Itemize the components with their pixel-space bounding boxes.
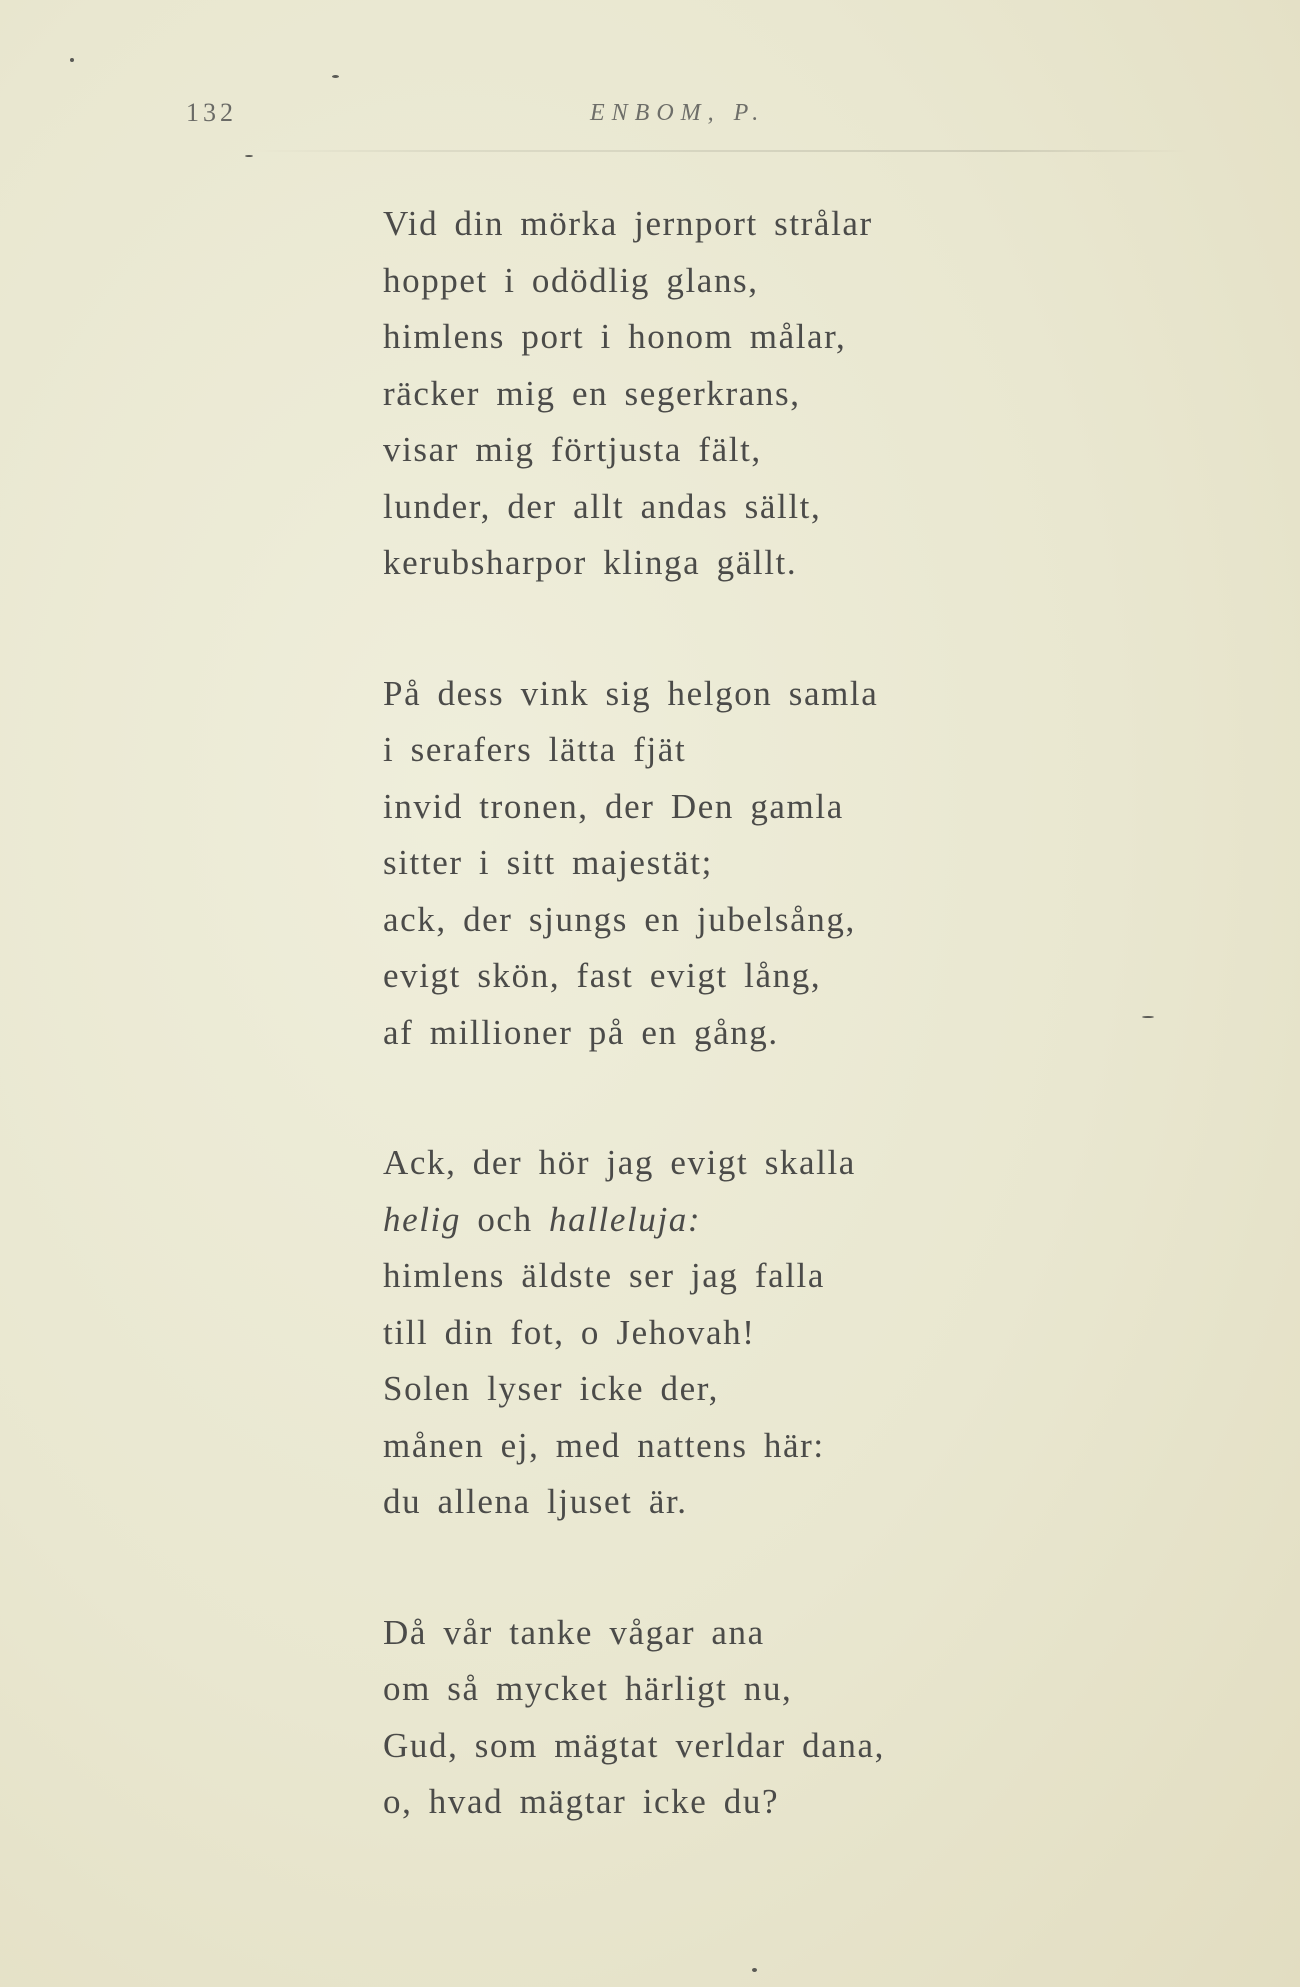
poem-line: räcker mig en segerkrans,: [383, 373, 801, 413]
italic-word: helig: [383, 1199, 461, 1239]
running-head: ENBOM, P.: [590, 100, 766, 126]
page-number: 132: [186, 98, 237, 127]
poem-line: visar mig förtjusta fält,: [383, 430, 762, 469]
stanza-4: [383, 1605, 1183, 1831]
poem-line: Solen lyser icke der,: [383, 1369, 719, 1408]
poem-line: På dess vink sig helgon samla: [383, 673, 879, 713]
poem-line: Då vår tanke vågar ana: [383, 1612, 765, 1652]
poem-line: Vid din mörka jernport strålar: [383, 204, 873, 243]
poem-line: af millioner på en gång.: [383, 1012, 779, 1052]
poem-line: kerubsharpor klinga gällt.: [383, 543, 798, 582]
poem-line: i serafers lätta fjät: [383, 730, 687, 769]
header-rule: [250, 150, 1190, 152]
poem-line: lunder, der allt andas sällt,: [383, 486, 822, 526]
poem-line: o, hvad mägtar icke du?: [383, 1782, 780, 1821]
roman-word: och: [460, 1199, 550, 1239]
poem-line: Ack, der hör jag evigt skalla: [383, 1143, 856, 1182]
poem-line-mixed: [383, 1192, 1183, 1249]
poem: [383, 196, 1183, 1905]
scan-speck: [1142, 1016, 1154, 1018]
poem-line: ack, der sjungs en jubelsång,: [383, 899, 856, 939]
scan-speck: [70, 58, 74, 62]
poem-line: du allena ljuset är.: [383, 1482, 688, 1521]
poem-line: invid tronen, der Den gamla: [383, 786, 844, 826]
stanza-2: [383, 666, 1183, 1062]
scan-speck: [332, 75, 339, 78]
poem-line: månen ej, med nattens här:: [383, 1425, 825, 1465]
scan-speck: [245, 155, 253, 157]
poem-line: Gud, som mägtat verldar dana,: [383, 1725, 885, 1765]
stanza-3: [383, 1135, 1183, 1531]
poem-line: hoppet i odödlig glans,: [383, 260, 759, 300]
poem-line: himlens äldste ser jag falla: [383, 1256, 826, 1295]
poem-line: evigt skön, fast evigt lång,: [383, 956, 822, 995]
scan-speck: [752, 1968, 757, 1972]
stanza-1: [383, 196, 1183, 592]
poem-line: sitter i sitt majestät;: [383, 843, 713, 882]
italic-word: halleluja:: [549, 1199, 702, 1239]
poem-line: om så mycket härligt nu,: [383, 1669, 793, 1708]
poem-line: himlens port i honom målar,: [383, 317, 847, 356]
poem-line: till din fot, o Jehovah!: [383, 1312, 756, 1352]
